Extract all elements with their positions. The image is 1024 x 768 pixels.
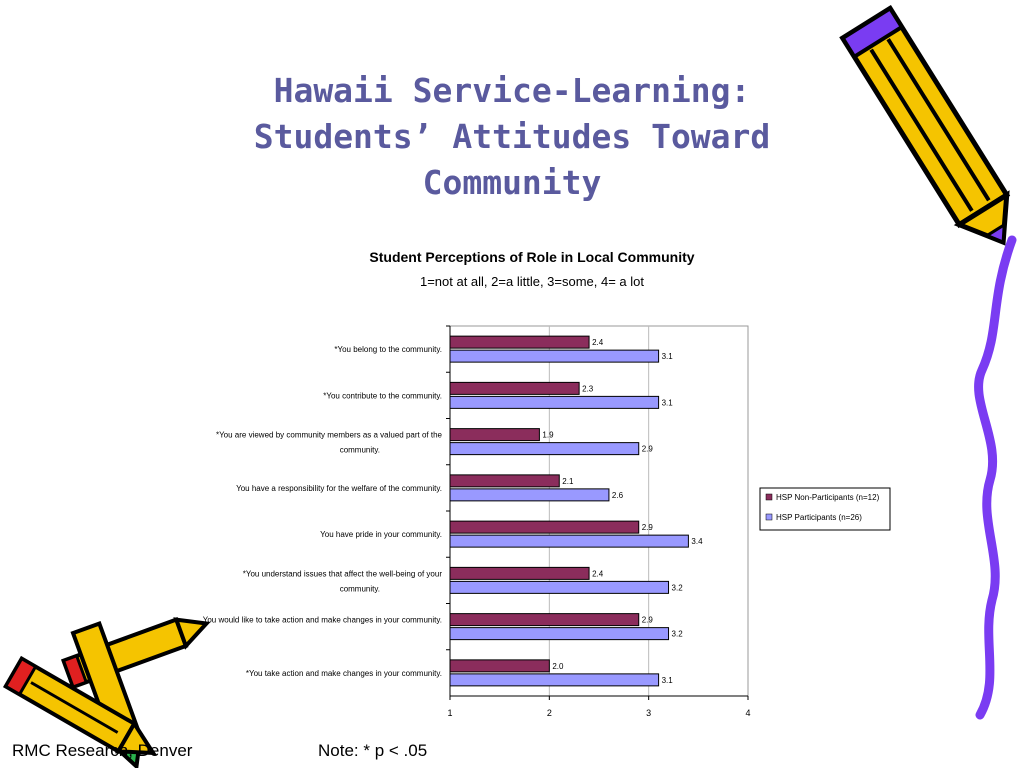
- data-label: 2.4: [592, 338, 604, 348]
- data-label: 3.1: [661, 398, 673, 408]
- bar: [450, 429, 539, 441]
- category-label: *You understand issues that affect the well-being of your community.: [242, 569, 442, 594]
- bar: [450, 475, 559, 487]
- footer-note: Note: * p < .05: [318, 741, 428, 760]
- data-label: 2.1: [562, 476, 574, 486]
- category-label: You have a responsibility for the welfare of the community.: [236, 483, 442, 493]
- category-label: *You contribute to the community.: [323, 391, 442, 401]
- data-label: 2.4: [592, 569, 604, 579]
- x-tick-label: 1: [447, 708, 453, 718]
- category-label: *You belong to the community.: [334, 345, 442, 355]
- bar: [450, 660, 549, 672]
- bar: [450, 396, 659, 408]
- bar: [450, 567, 589, 579]
- legend-swatch: [766, 494, 772, 500]
- bar: [450, 350, 659, 362]
- data-label: 3.1: [661, 352, 673, 362]
- data-label: 3.2: [671, 629, 683, 639]
- category-label: *You take action and make changes in your community.: [245, 668, 442, 678]
- data-label: 2.9: [641, 615, 653, 625]
- data-label: 1.9: [542, 430, 554, 440]
- x-tick-label: 4: [745, 708, 751, 718]
- title-line-1: Hawaii Service-Learning:: [273, 71, 751, 110]
- data-label: 2.9: [641, 444, 653, 454]
- bar: [450, 581, 669, 593]
- data-label: 3.4: [691, 537, 703, 547]
- category-label: *You are viewed by community members as a valued part of the community.: [215, 430, 442, 455]
- bar: [450, 535, 688, 547]
- data-label: 3.1: [661, 675, 673, 685]
- bar: [450, 382, 579, 394]
- x-tick-label: 3: [646, 708, 652, 718]
- bar: [450, 443, 639, 455]
- legend-swatch: [766, 514, 772, 520]
- bar: [450, 336, 589, 348]
- chart-legend: [760, 488, 890, 530]
- bar: [450, 628, 669, 640]
- data-label: 2.6: [611, 490, 624, 500]
- chart-title: Student Perceptions of Role in Local Community: [369, 249, 695, 265]
- data-label: 2.9: [641, 523, 653, 533]
- title-line-3: Community: [422, 163, 602, 202]
- plot-area: [203, 326, 751, 718]
- category-label: You have pride in your community.: [320, 530, 442, 540]
- data-label: 2.0: [552, 661, 564, 671]
- bar: [450, 521, 639, 533]
- legend-label: HSP Participants (n=26): [776, 513, 862, 522]
- x-tick-label: 2: [546, 708, 552, 718]
- bar: [450, 489, 609, 501]
- bar: [450, 614, 639, 626]
- title-line-2: Students’ Attitudes Toward: [253, 117, 771, 156]
- bar: [450, 674, 659, 686]
- data-label: 3.2: [671, 583, 683, 593]
- data-label: 2.3: [582, 384, 594, 394]
- chart-subtitle: 1=not at all, 2=a little, 3=some, 4= a lot: [419, 274, 645, 289]
- category-label: You would like to take action and make changes in your community.: [202, 615, 442, 625]
- plot-frame: [450, 326, 748, 696]
- legend-label: HSP Non-Participants (n=12): [776, 493, 880, 502]
- footer-credit: RMC Research, Denver: [12, 741, 193, 760]
